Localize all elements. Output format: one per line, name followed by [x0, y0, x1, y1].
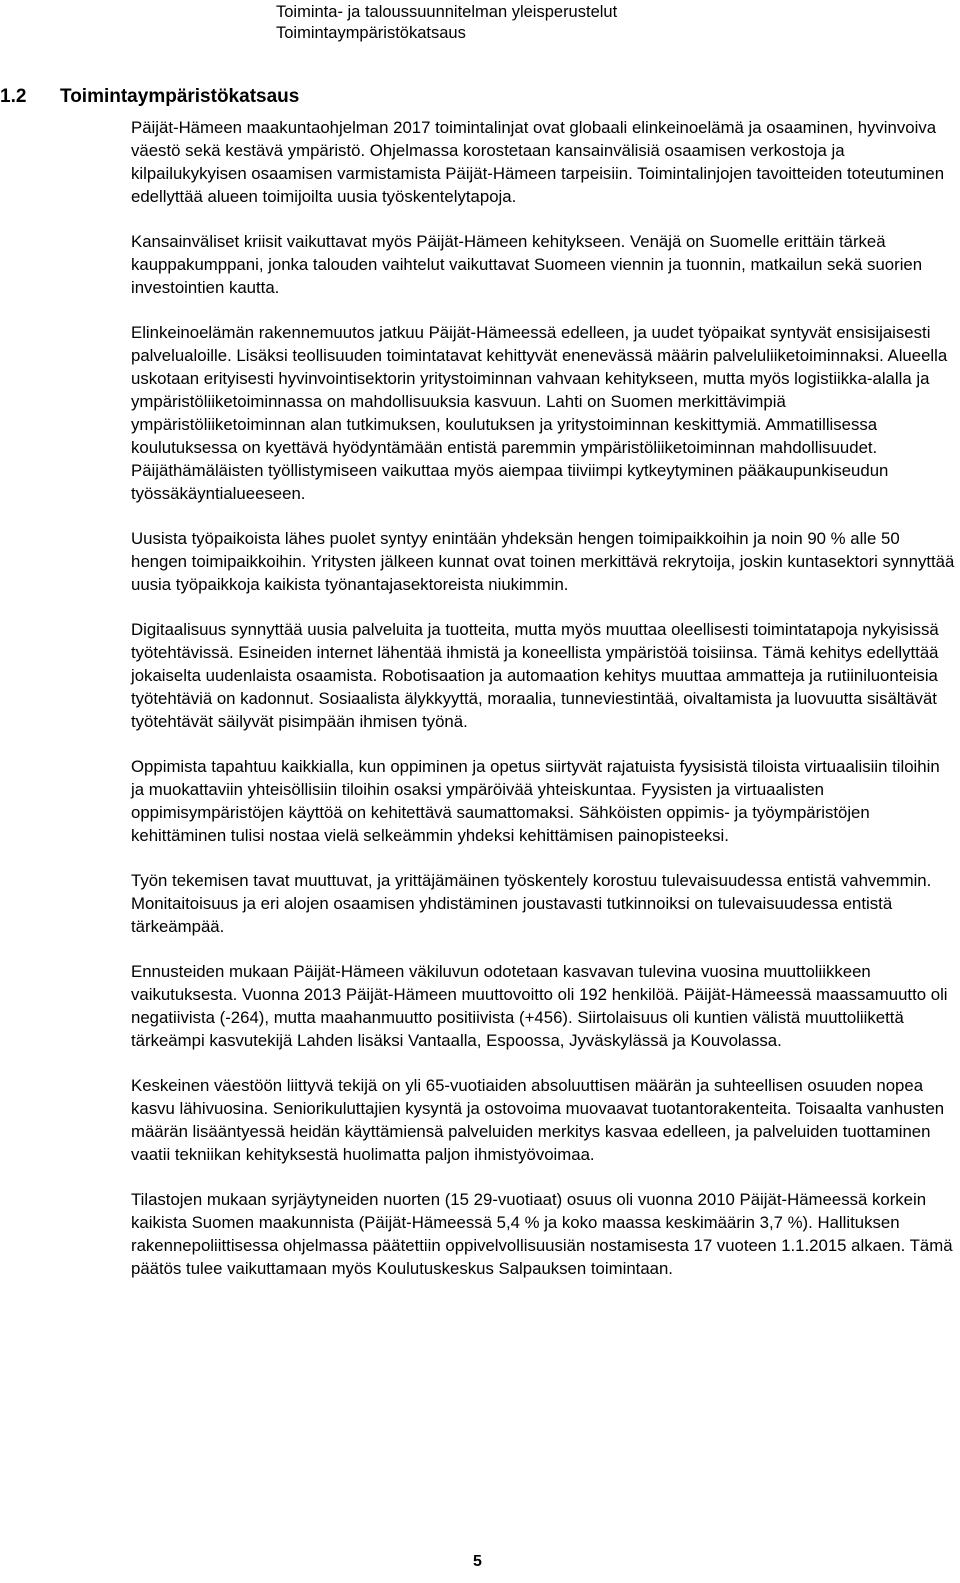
page-header	[276, 2, 696, 44]
section-number: 1.2	[0, 86, 27, 107]
body-text	[131, 116, 956, 1302]
header-line-1: Toiminta- ja taloussuunnitelman yleisperustelut	[276, 3, 618, 21]
paragraph-3: Elinkeinoelämän rakennemuutos jatkuu Päijät-Hämeessä edelleen, ja uudet työpaikat syntyvät ensisijaisesti palvelualoille. Lisäksi teollisuuden toimintatavat kehittyvät enenevässä määrin palveluliiketoiminnaksi. Alueella uskotaan erityisesti hyvinvointisektorin yritystoiminnan vahvaan kehitykseen, mutta myös logistiikka-alalla ja ympäristöliiketoiminnassa on mahdollisuuksia kasvuun. Lahti on Suomen merkittävimpiä ympäristöliiketoiminnan alan tutkimuksen, koulutuksen ja yritystoiminnan keskittymiä. Ammatillisessa koulutuksessa on kyettävä hyödyntämään entistä paremmin ympäristöliiketoiminnan mahdollisuudet. Päijäthämäläisten työllistymiseen vaikuttaa myös aiempaa tiiviimpi kytkeytyminen pääkaupunkiseudun työssäkäyntialueeseen.	[131, 323, 948, 503]
paragraph-2: Kansainväliset kriisit vaikuttavat myös Päijät-Hämeen kehitykseen. Venäjä on Suomelle erittäin tärkeä kauppakumppani, jonka talouden vaihtelut vaikuttavat Suomeen viennin ja tuonnin, matkailun sekä suorien investointien kautta.	[131, 232, 923, 297]
paragraph-6: Oppimista tapahtuu kaikkialla, kun oppiminen ja opetus siirtyvät rajatuista fyysisistä tiloista virtuaalisiin tiloihin ja muokattaviin yhteisöllisiin tiloihin osaksi ympäröivää yhteiskuntaa. Fyysisten ja virtuaalisten oppimisympäristöjen käyttöä on kehitettävä saumattomaksi. Sähköisten oppimis- ja työympäristöjen kehittäminen tulisi nostaa vielä selkeämmin yhdeksi kehittämisen painopisteeksi.	[131, 757, 940, 845]
paragraph-5: Digitaalisuus synnyttää uusia palveluita ja tuotteita, mutta myös muuttaa oleellisesti toimintatapoja nykyisissä työtehtävissä. Esineiden internet lähentää ihmistä ja koneellista ympäristöä toisiinsa. Tämä kehitys edellyttää jokaiselta uudenlaista osaamista. Robotisaation ja automaation kehitys muuttaa ammatteja ja rutiiniluonteisia työtehtäviä on kadonnut. Sosiaalista älykkyyttä, moraalia, tunneviestintää, oivaltamista ja luovuutta sisältävät työtehtävät säilyvät pisimpään ihmisen työnä.	[131, 620, 939, 731]
paragraph-4: Uusista työpaikoista lähes puolet syntyy enintään yhdeksän hengen toimipaikkoihin ja noin 90 % alle 50 hengen toimipaikkoihin. Yritysten jälkeen kunnat ovat toinen merkittävä rekrytoija, joskin kuntasektori synnyttää uusia työpaikkoja kaikista työnantajasektoreista niukimmin.	[131, 529, 955, 594]
paragraph-8: Ennusteiden mukaan Päijät-Hämeen väkiluvun odotetaan kasvavan tulevina vuosina muuttoliikkeen vaikutuksesta. Vuonna 2013 Päijät-Hämeen muuttovoitto oli 192 henkilöä. Päijät-Hämeessä maassamuutto oli negatiivista (-264), mutta maahanmuutto positiivista (+456). Siirtolaisuus oli kuntien välistä muuttoliikettä tärkeämpi kasvutekijä Lahden lisäksi Vantaalla, Espoossa, Jyväskylässä ja Kouvolassa.	[131, 962, 948, 1050]
paragraph-9: Keskeinen väestöön liittyvä tekijä on yli 65-vuotiaiden absoluuttisen määrän ja suhteellisen osuuden nopea kasvu lähivuosina. Seniorikuluttajien kysyntä ja ostovoima muovaavat tuotantorakenteita. Toisaalta vanhusten määrän lisääntyessä heidän käyttämiensä palveluiden merkitys kasvaa edelleen, ja palveluiden tuottaminen vaatii tekniikan kehityksestä huolimatta paljon ihmistyövoimaa.	[131, 1076, 945, 1164]
page-number: 5	[473, 1553, 482, 1570]
paragraph-1: Päijät-Hämeen maakuntaohjelman 2017 toimintalinjat ovat globaali elinkeinoelämä ja osaaminen, hyvinvoiva väestö sekä kestävä ympäristö. Ohjelmassa korostetaan kansainvälisiä osaamisen verkostoja ja kilpailukykyisen osaamisen varmistamista Päijät-Hämeen tarpeisiin. Toimintalinjojen tavoitteiden toteutuminen edellyttää alueen toimijoilta uusia työskentelytapoja.	[131, 118, 945, 206]
header-line-2: Toimintaympäristökatsaus	[276, 24, 466, 42]
paragraph-10: Tilastojen mukaan syrjäytyneiden nuorten (15 29-vuotiaat) osuus oli vuonna 2010 Päijät-Hämeessä korkein kaikista Suomen maakunnista (Päijät-Hämeessä 5,4 % ja koko maassa keskimäärin 3,7 %). Hallituksen rakennepoliittisessa ohjelmassa päätettiin oppivelvollisuusiän nostamisesta 17 vuoteen 1.1.2015 alkaen. Tämä päätös tulee vaikuttamaan myös Koulutuskeskus Salpauksen toimintaan.	[131, 1190, 953, 1278]
paragraph-7: Työn tekemisen tavat muuttuvat, ja yrittäjämäinen työskentely korostuu tulevaisuudessa entistä vahvemmin. Monitaitoisuus ja eri alojen osaamisen yhdistäminen joustavasti tutkinnoiksi on tulevaisuudessa entistä tärkeämpää.	[131, 871, 932, 936]
section-title: Toimintaympäristökatsaus	[60, 86, 300, 107]
section-heading	[0, 86, 299, 108]
